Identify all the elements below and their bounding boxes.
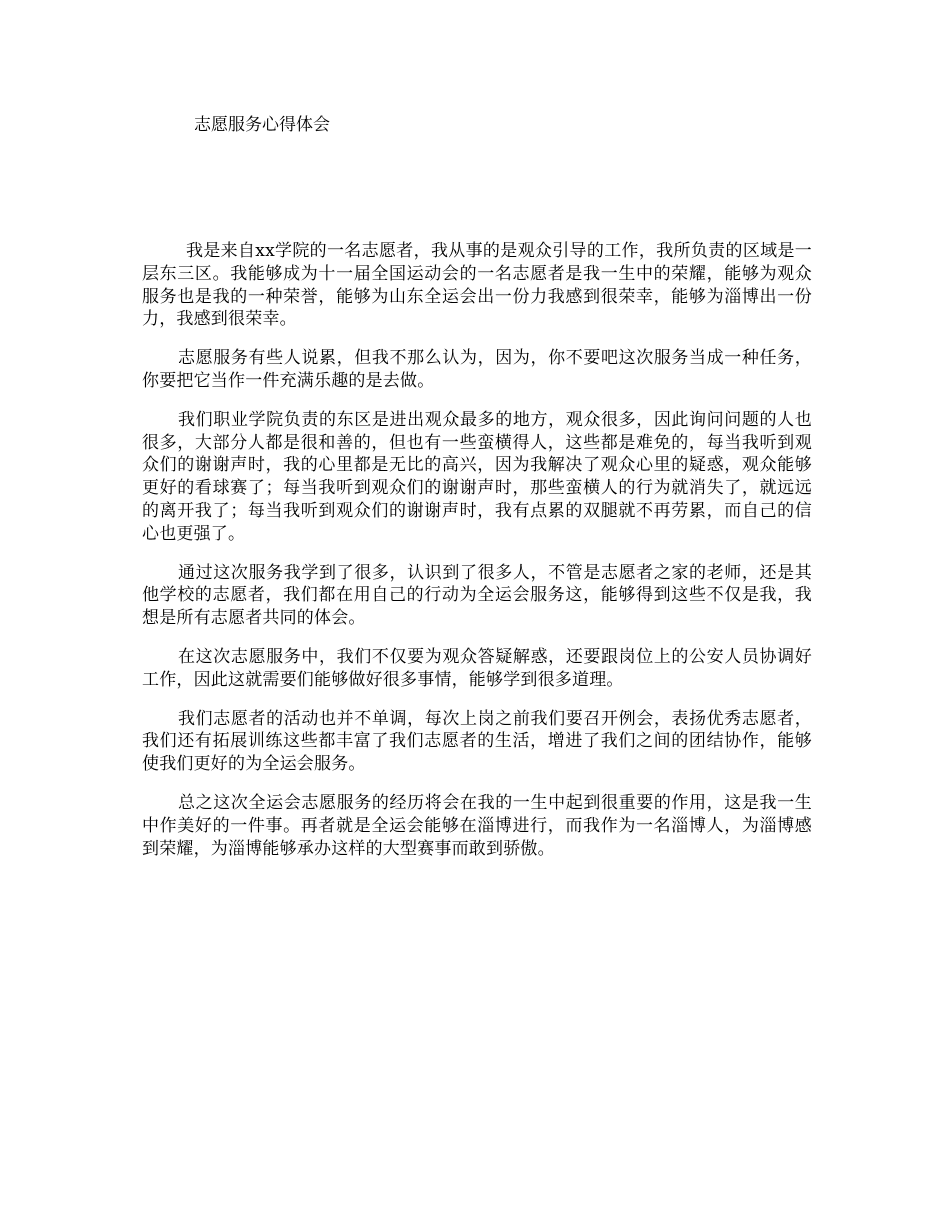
paragraph-1: 我是来自xx学院的一名志愿者，我从事的是观众引导的工作，我所负责的区域是一层东三区。我能够成为十一届全国运动会的一名志愿者是我一生中的荣耀，能够为观众服务也是我的一种荣誉，能够为山东全运会出一份力我感到很荣幸，能够为淄博出一份力，我感到很荣幸。 <box>142 241 812 330</box>
paragraph-7: 总之这次全运会志愿服务的经历将会在我的一生中起到很重要的作用，这是我一生中作美好的一件事。再者就是全运会能够在淄博进行，而我作为一名淄博人，为淄博感到荣耀，为淄博能够承办这样的大型赛事而敢到骄傲。 <box>142 792 812 859</box>
paragraph-3: 我们职业学院负责的东区是进出观众最多的地方，观众很多，因此询问问题的人也很多，大部分人都是很和善的，但也有一些蛮横得人，这些都是难免的，每当我听到观众们的谢谢声时，我的心里都是无比的高兴，因为我解决了观众心里的疑惑，观众能够更好的看球赛了；每当我听到观众们的谢谢声时，那些蛮横人的行为就消失了，就远远的离开我了；每当我听到观众们的谢谢声时，我有点累的双腿就不再劳累，而自己的信心也更强了。 <box>142 409 812 544</box>
paragraph-6: 我们志愿者的活动也并不单调，每次上岗之前我们要召开例会，表扬优秀志愿者，我们还有拓展训练这些都丰富了我们志愿者的生活，增进了我们之间的团结协作，能够使我们更好的为全运会服务。 <box>142 708 812 775</box>
paragraph-2: 志愿服务有些人说累，但我不那么认为，因为，你不要吧这次服务当成一种任务，你要把它当作一件充满乐趣的是去做。 <box>142 348 812 391</box>
document-title: 志愿服务心得体会 <box>194 115 330 135</box>
paragraph-4: 通过这次服务我学到了很多，认识到了很多人，不管是志愿者之家的老师，还是其他学校的志愿者，我们都在用自己的行动为全运会服务这，能够得到这些不仅是我，我想是所有志愿者共同的体会。 <box>142 562 812 629</box>
paragraph-5: 在这次志愿服务中，我们不仅要为观众答疑解惑，还要跟岗位上的公安人员协调好工作，因此这就需要们能够做好很多事情，能够学到很多道理。 <box>142 646 812 690</box>
document-body <box>142 240 812 876</box>
